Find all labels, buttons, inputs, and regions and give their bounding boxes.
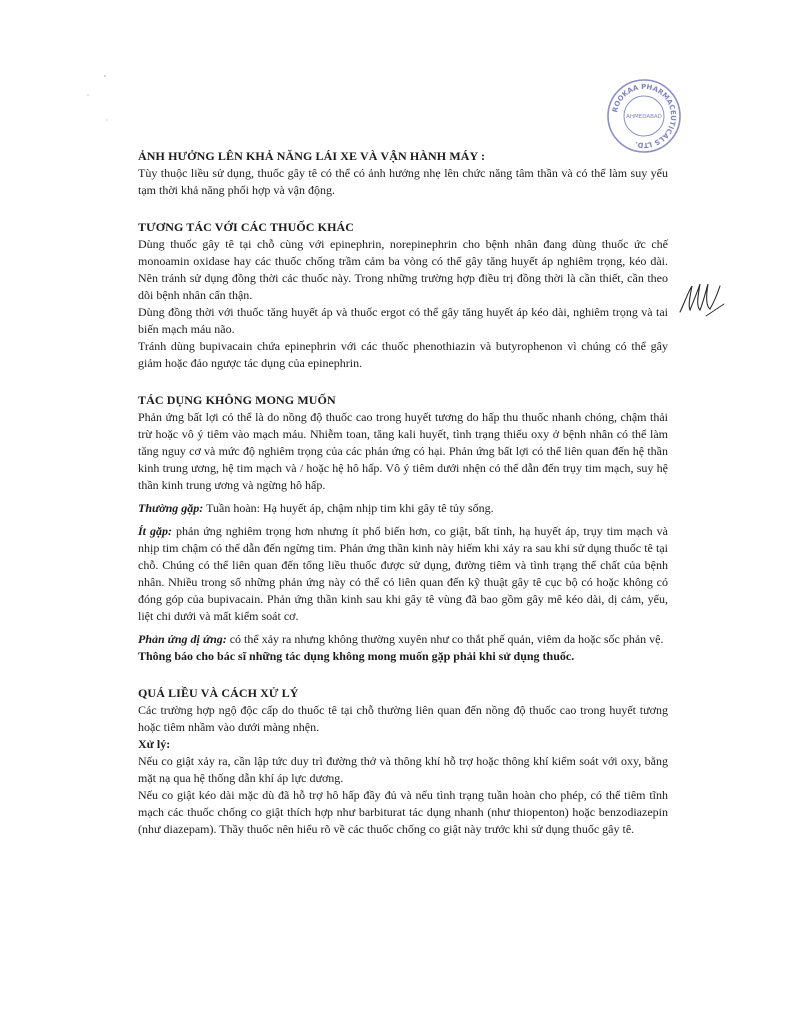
heading-overdose: QUÁ LIỀU VÀ CÁCH XỬ LÝ xyxy=(138,686,299,700)
overdose-paragraph-2: Nếu co giật xảy ra, cần lập tức duy trì đường thở và thông khí hỗ trợ hoặc thông khí kiểm soát với oxy, bằng mặt nạ qua hệ thống dẫn khí áp lực dương. xyxy=(138,754,668,785)
common-effects xyxy=(138,500,668,517)
doctor-notice: Thông báo cho bác sĩ những tác dụng không mong muốn gặp phải khi sử dụng thuốc. xyxy=(138,649,575,663)
common-label: Thường gặp: xyxy=(138,501,204,515)
stamp-text: ROOKAA PHARMACEUTICALS LTD. xyxy=(611,82,678,150)
rare-effects xyxy=(138,523,668,625)
stamp-city: AHMEDABAD xyxy=(626,114,662,120)
signature-initials xyxy=(676,278,726,318)
section-interactions xyxy=(138,219,668,372)
heading-driving: ẢNH HƯỞNG LÊN KHẢ NĂNG LÁI XE VÀ VẬN HÀNH MÁY : xyxy=(138,149,486,163)
allergy-effects xyxy=(138,631,668,648)
section-driving xyxy=(138,148,668,199)
rare-label: Ít gặp: xyxy=(138,524,172,538)
allergy-text: có thể xảy ra nhưng không thường xuyên như co thắt phế quản, viêm da hoặc sốc phản vệ. xyxy=(226,632,664,646)
document-body xyxy=(138,148,668,838)
rare-text: phản ứng nghiêm trọng hơn nhưng ít phổ biến hơn, co giật, bất tỉnh, hạ huyết áp, trụy tim mạch và nhịp tim chậm có thể dẫn đến ngừng tim. Phản ứng thần kinh này hiếm khi xảy ra sau khi sử dụng thuốc tê tại chỗ. Chúng có thể liên quan đến tổng liều thuốc được sử dụng, đường tiêm và tình trạng thể chất của bệnh nhân. Nhiều trong số những phản ứng này có thể có liên quan đến kỹ thuật gây tê cục bộ có hoặc không có đóng góp của bupivacain. Phản ứng thần kinh sau khi gây tê vùng đã bao gồm gây mê kéo dài, dị cảm, yếu, liệt chi dưới và mất kiểm soát cơ. xyxy=(138,524,668,623)
treatment-label: Xử lý: xyxy=(138,737,171,751)
allergy-label: Phản ứng dị ứng: xyxy=(138,632,227,646)
heading-side-effects: TÁC DỤNG KHÔNG MONG MUỐN xyxy=(138,393,336,407)
heading-interactions: TƯƠNG TÁC VỚI CÁC THUỐC KHÁC xyxy=(138,220,355,234)
side-effects-paragraph: Phản ứng bất lợi có thể là do nồng độ thuốc cao trong huyết tương do hấp thu thuốc nhanh chóng, chậm thải trừ hoặc vô ý tiêm vào mạch máu. Nhiễm toan, tăng kali huyết, tình trạng thiếu oxy ở bệnh nhân có thể làm tăng nguy cơ và mức độ nghiêm trọng của các phản ứng có hại. Phản ứng bất lợi có thể liên quan đến hệ thần kinh trung ương, hệ tim mạch và / hoặc hệ hô hấp. Vô ý tiêm dưới nhện có thể dẫn đến trụy tim mạch, suy hệ thần kinh trung ương và ngừng hô hấp. xyxy=(138,410,668,492)
overdose-paragraph-3: Nếu co giật kéo dài mặc dù đã hỗ trợ hô hấp đầy đủ và nếu tình trạng tuần hoàn cho phép, có thể tiêm tĩnh mạch các thuốc chống co giật thích hợp như barbiturat tác dụng nhanh (như thiopenton) hoặc benzodiazepin (như diazepam). Thầy thuốc nên hiểu rõ về các thuốc chống co giật này trước khi sử dụng thuốc gây tê. xyxy=(138,788,668,836)
section-overdose xyxy=(138,685,668,838)
company-stamp xyxy=(606,78,682,154)
section-side-effects xyxy=(138,392,668,665)
overdose-paragraph-1: Các trường hợp ngộ độc cấp do thuốc tê tại chỗ thường liên quan đến nồng độ thuốc cao trong huyết tương hoặc tiêm nhầm vào dưới màng nhện. xyxy=(138,703,668,734)
scan-specks xyxy=(85,70,125,130)
common-text: Tuần hoàn: Hạ huyết áp, chậm nhịp tim khi gây tê tủy sống. xyxy=(203,501,494,515)
interactions-paragraph-1: Dùng thuốc gây tê tại chỗ cùng với epinephrin, norepinephrin cho bệnh nhân đang dùng thuốc ức chế monoamin oxidase hay các thuốc chống trầm cảm ba vòng có thể gây tăng huyết áp nghiêm trọng, kéo dài. Nên tránh sử dụng đồng thời các thuốc này. Trong những trường hợp điều trị đồng thời là cần thiết, cần theo dõi bệnh nhân cẩn thận. xyxy=(138,237,668,302)
driving-paragraph: Tùy thuộc liều sử dụng, thuốc gây tê có thể có ảnh hưởng nhẹ lên chức năng tâm thần và có thể làm suy yếu tạm thời khả năng phối hợp và vận động. xyxy=(138,166,668,197)
interactions-paragraph-3: Tránh dùng bupivacain chứa epinephrin với các thuốc phenothiazin và butyrophenon vì chúng có thể gây giảm hoặc đảo ngược tác dụng của epinephrin. xyxy=(138,339,668,370)
interactions-paragraph-2: Dùng đồng thời với thuốc tăng huyết áp và thuốc ergot có thể gây tăng huyết áp kéo dài, nghiêm trọng và tai biến mạch máu não. xyxy=(138,305,668,336)
